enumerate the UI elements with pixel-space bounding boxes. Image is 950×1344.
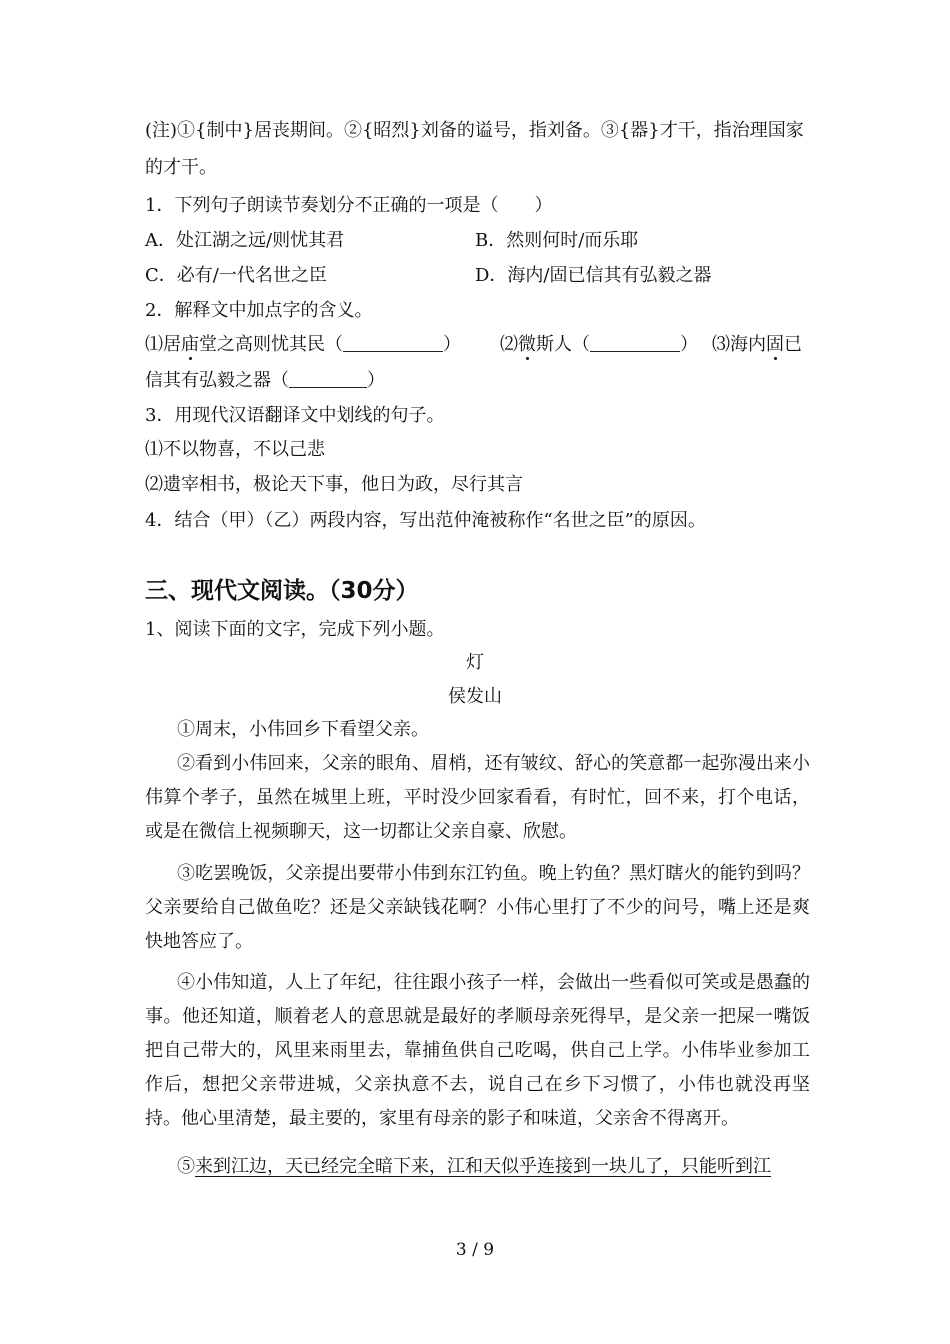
question-2-item-2	[500, 332, 698, 358]
item-text: ⑵	[500, 334, 518, 355]
dotted-char: 庙	[181, 334, 199, 355]
item-text: ）	[367, 370, 385, 391]
answer-blank-1[interactable]	[343, 333, 443, 352]
page-number: 3 / 9	[455, 1240, 495, 1260]
paragraph-2: ②看到小伟回来，父亲的眼角、眉梢，还有皱纹、舒心的笑意都一起弥漫出来小伟算个孝子，虽然在城里上班，平时没少回家看看，有时忙，回不来，打个电话，或是在微信上视频聊天，这一切都让父亲自豪、欣慰。	[145, 753, 810, 842]
dotted-char: 微	[518, 334, 536, 355]
question-3-sentence-2: ⑵遗宰相书，极论天下事，他日为政，尽行其言	[145, 474, 523, 495]
question-3-sentence-1: ⑴不以物喜，不以己悲	[145, 439, 325, 460]
question-2-item-1	[145, 332, 461, 358]
item-text: ）	[443, 334, 461, 355]
article-author: 侯发山	[448, 686, 502, 707]
option-c: C．必有/一代名世之臣	[145, 265, 327, 286]
paragraph-number: ⑤	[177, 1156, 195, 1177]
paragraph-4: ④小伟知道，人上了年纪，往往跟小孩子一样，会做出一些看似可笑或是愚蠢的事。他还知道，顺着老人的意思就是最好的孝顺母亲死得早，是父亲一把屎一嘴饭把自己带大的，风里来雨里去，靠捕鱼供自己吃喝，供自己上学。小伟毕业参加工作后，想把父亲带进城，父亲执意不去，说自己在乡下习惯了，小伟也就没再坚持。他心里清楚，最主要的，家里有母亲的影子和味道，父亲舍不得离开。	[145, 972, 810, 1129]
answer-blank-3[interactable]	[289, 369, 367, 388]
section-heading: 三、现代文阅读。（30分）	[145, 578, 419, 604]
question-2-item-3-cont	[145, 368, 385, 394]
section-intro: 1、阅读下面的文字，完成下列小题。	[145, 619, 445, 640]
question-3-stem: 3．用现代汉语翻译文中划线的句子。	[145, 405, 445, 426]
underlined-sentence: 来到江边，天已经完全暗下来，江和天似乎连接到一块儿了，只能听到江	[195, 1156, 771, 1177]
item-text: ⑴居	[145, 334, 181, 355]
question-4-stem: 4．结合（甲）（乙）两段内容，写出范仲淹被称作“名世之臣”的原因。	[145, 510, 706, 531]
dotted-char: 固	[766, 334, 784, 355]
paragraph-3: ③吃罢晚饭，父亲提出要带小伟到东江钓鱼。晚上钓鱼？黑灯瞎火的能钓到吗？父亲要给自己做鱼吃？还是父亲缺钱花啊？小伟心里打了不少的问号，嘴上还是爽快地答应了。	[145, 863, 810, 952]
item-text: 已	[784, 334, 802, 355]
question-2-stem: 2．解释文中加点字的含义。	[145, 300, 373, 321]
paragraph-1: ①周末，小伟回乡下看望父亲。	[177, 719, 429, 740]
article-title: 灯	[466, 652, 484, 673]
option-b: B．然则何时/而乐耶	[475, 230, 639, 251]
paragraph-5	[145, 1150, 810, 1184]
question-1-stem: 1．下列句子朗读节奏划分不正确的一项是（ ）	[145, 195, 553, 216]
note-line-2: 的才干。	[145, 157, 217, 178]
item-text: 堂之高则忧其民（	[199, 334, 343, 355]
item-text: ）	[680, 334, 698, 355]
item-text: 信其有弘毅之器（	[145, 370, 289, 391]
question-2-item-3	[712, 332, 802, 358]
item-text: ⑶海内	[712, 334, 766, 355]
item-text: 斯人（	[536, 334, 590, 355]
answer-blank-2[interactable]	[590, 333, 680, 352]
option-d: D．海内/固已信其有弘毅之器	[475, 265, 712, 286]
option-a: A．处江湖之远/则忧其君	[145, 230, 345, 251]
note-line-1: (注)①{制中}居丧期间。②{昭烈}刘备的谥号，指刘备。③{器}才干，指治理国家	[145, 120, 804, 141]
